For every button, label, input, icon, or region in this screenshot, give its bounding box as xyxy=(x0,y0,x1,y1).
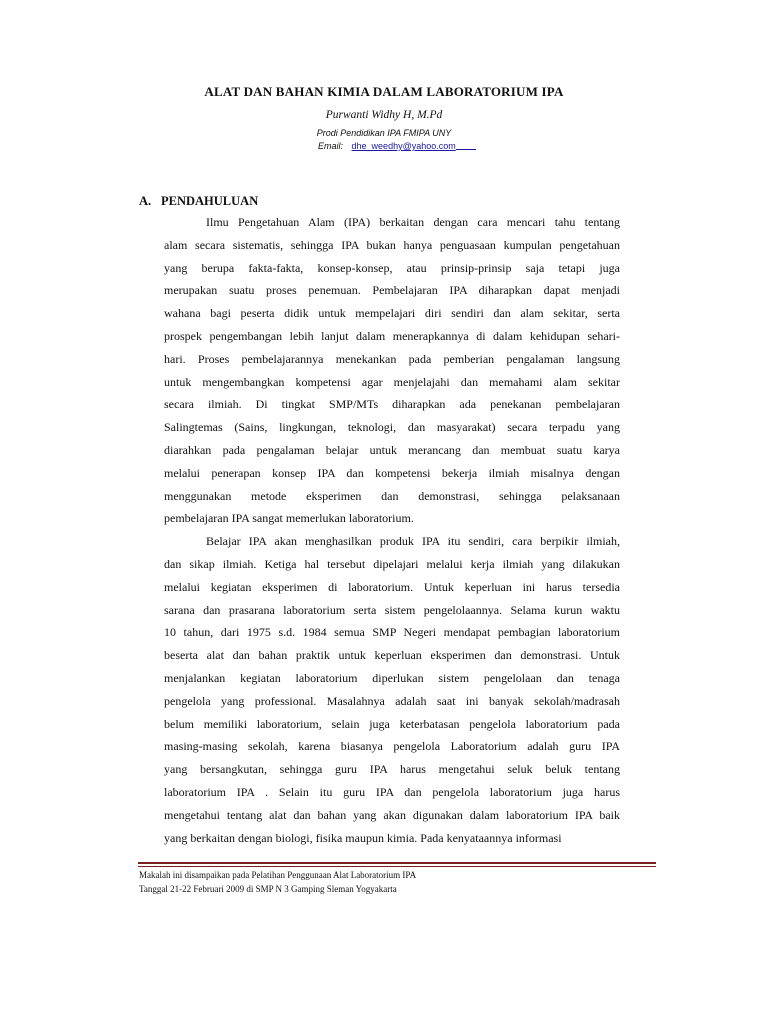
paragraph-line: beserta alat dan bahan praktik untuk keperluan eksperimen dan demonstrasi. Untuk xyxy=(164,648,620,663)
paragraph-line: pembelajaran IPA sangat memerlukan laboratorium. xyxy=(164,511,414,526)
paragraph-line: yang bersangkutan, sehingga guru IPA harus mengetahui seluk beluk tentang xyxy=(164,762,620,777)
paragraph-line: yang berupa fakta-fakta, konsep-konsep, atau prinsip-prinsip saja tetapi juga xyxy=(164,260,620,275)
email-link[interactable]: dhe_weedhy@yahoo.com xyxy=(351,141,456,151)
paragraph-line: Salingtemas (Sains, lingkungan, teknologi, dan masyarakat) secara terpadu yang xyxy=(164,420,620,435)
paragraph-line: Belajar IPA akan menghasilkan produk IPA itu sendiri, cara berpikir ilmiah, xyxy=(206,534,620,549)
paragraph-line: melalui penerapan konsep IPA dan kompetensi bekerja ilmiah misalnya dengan xyxy=(164,465,620,480)
paragraph-line: dan sikap ilmiah. Ketiga hal tersebut dipelajari melalui kerja ilmiah yang dilakukan xyxy=(164,557,620,571)
author-email-block xyxy=(318,141,476,151)
paragraph-line: Ilmu Pengetahuan Alam (IPA) berkaitan dengan cara mencari tahu tentang xyxy=(206,215,620,229)
paragraph-line: diarahkan pada pengalaman belajar untuk merancang dan membuat suatu karya xyxy=(164,443,620,457)
paragraph-line: pengelola yang professional. Masalahnya adalah saat ini banyak sekolah/madrasah xyxy=(164,693,620,708)
paragraph-line: secara ilmiah. Di tingkat SMP/MTs diharapkan ada penekanan pembelajaran xyxy=(164,397,620,412)
paragraph-line: melalui kegiatan eksperimen di laboratorium. Untuk keperluan ini harus tersedia xyxy=(164,579,620,594)
section-number: A. xyxy=(139,194,152,208)
paragraph-line: laboratorium IPA . Selain itu guru IPA dan pengelola laboratorium juga harus xyxy=(164,785,620,799)
email-label: Email: xyxy=(318,141,344,151)
paragraph-line: prospek pengembangan lebih lanjut dalam menerapkannya di dalam kehidupan sehari- xyxy=(164,329,620,343)
paragraph-line: menggunakan metode eksperimen dan demonstrasi, sehingga pelaksanaan xyxy=(164,488,620,503)
footnote-line-2: Tanggal 21-22 Februari 2009 di SMP N 3 Gamping Sleman Yogyakarta xyxy=(139,884,397,894)
author-affiliation: Prodi Pendidikan IPA FMIPA UNY xyxy=(316,128,452,138)
paragraph-line: merupakan suatu proses penemuan. Pembelajaran IPA diharapkan dapat menjadi xyxy=(164,283,620,298)
footer-rule xyxy=(138,862,656,864)
paragraph-line: untuk mengembangkan kompetensi agar menjelajahi dan memahami alam sekitar xyxy=(164,374,620,389)
paragraph-line: alam secara sistematis, sehingga IPA bukan hanya penguasaan kumpulan pengetahuan xyxy=(164,237,620,252)
paragraph-line: sarana dan prasarana laboratorium serta sistem pengelolaannya. Selama kurun waktu xyxy=(164,602,620,617)
document-title: ALAT DAN BAHAN KIMIA DALAM LABORATORIUM IPA xyxy=(204,84,564,99)
paragraph-line: belum memiliki laboratorium, selain juga keterbatasan pengelola laboratorium pada xyxy=(164,716,620,731)
footer-rule-thin xyxy=(138,866,656,867)
section-heading xyxy=(139,194,258,209)
paragraph-line: menjalankan kegiatan laboratorium diperlukan sistem pengelolaan dan tenaga xyxy=(164,671,620,685)
email-underline-extension xyxy=(456,149,476,150)
author-name: Purwanti Widhy H, M.Pd xyxy=(325,109,443,121)
paragraph-line: mengetahui tentang alat dan bahan yang akan digunakan dalam laboratorium IPA baik xyxy=(164,807,620,822)
footnote-line-1: Makalah ini disampaikan pada Pelatihan Penggunaan Alat Laboratorium IPA xyxy=(139,870,417,880)
paragraph-line: yang berkaitan dengan biologi, fisika maupun kimia. Pada kenyataannya informasi xyxy=(164,830,562,845)
section-title: PENDAHULUAN xyxy=(161,194,259,208)
paragraph-line: masing-masing sekolah, karena biasanya pengelola Laboratorium adalah guru IPA xyxy=(164,739,620,754)
paragraph-line: wahana bagi peserta didik untuk mempelajari diri sendiri dan alam sekitar, serta xyxy=(164,306,620,321)
paragraph-line: 10 tahun, dari 1975 s.d. 1984 semua SMP Negeri mendapat pembagian laboratorium xyxy=(164,625,620,640)
paragraph-line: hari. Proses pembelajarannya menekankan pada pemberian pengalaman langsung xyxy=(164,351,620,366)
